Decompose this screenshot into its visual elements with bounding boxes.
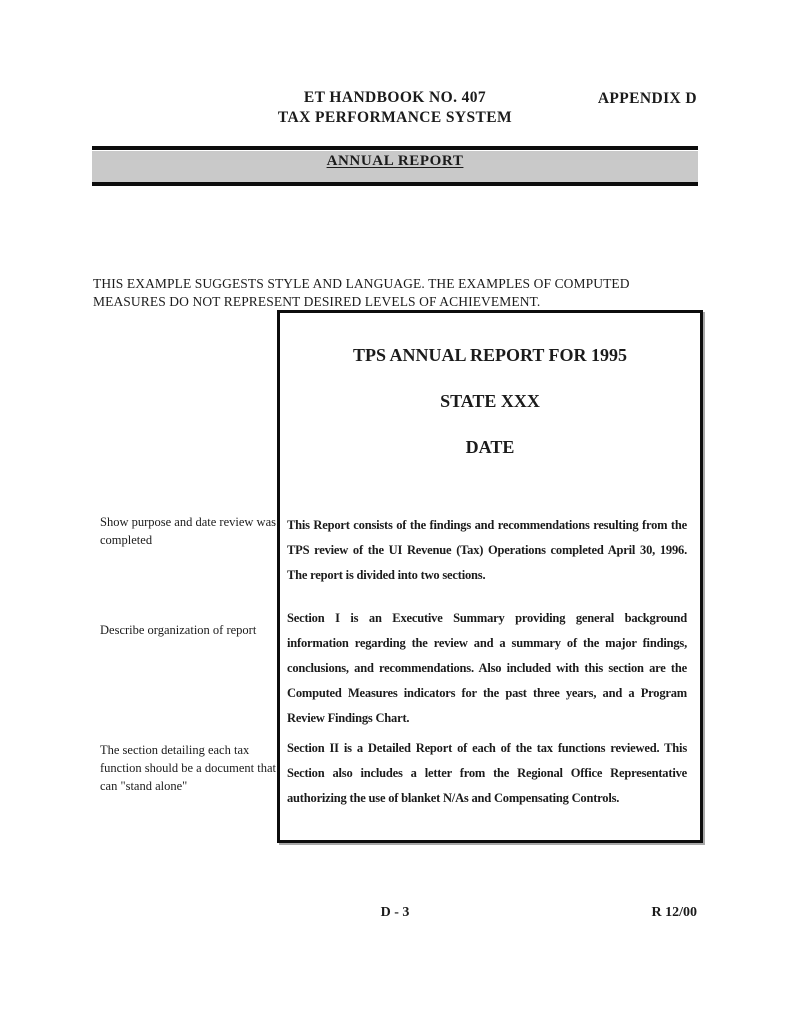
annual-report-banner [92,146,698,186]
report-paragraph-section2: Section II is a Detailed Report of each of the tax functions reviewed. This Section also includes a letter from the Regional Office Representative authorizing the use of blanket N/As and Compensating Controls. [287,740,687,805]
footer-revision: R 12/00 [651,905,697,920]
footer-page-number: D - 3 [380,905,410,920]
margin-note-purpose: Show purpose and date review was completed [100,515,276,547]
appendix-label: APPENDIX D [597,90,697,107]
handbook-title: ET HANDBOOK NO. 407 [303,89,487,106]
banner-title: ANNUAL REPORT [326,153,464,169]
report-paragraph-purpose: This Report consists of the findings and recommendations resulting from the TPS review of the UI Revenue (Tax) Operations completed April 30, 1996. The report is divided into two sections. [287,517,687,582]
margin-note-organization: Describe organization of report [100,623,257,637]
report-box [277,310,703,843]
margin-note-stand-alone: The section detailing each tax function should be a document that can "stand alone" [100,743,277,793]
report-paragraph-section1: Section I is an Executive Summary providing general background information regarding the review and a summary of the major findings, conclusions, and recommendations. Also included with this section are the Computed Measures indicators for the past three years, and a Program Review Findings Chart. [287,610,687,725]
caution-text: THIS EXAMPLE SUGGESTS STYLE AND LANGUAGE. THE EXAMPLES OF COMPUTED MEASURES DO NOT REPRESENT DESIRED LEVELS OF ACHIEVEMENT. [93,275,630,309]
report-state: STATE XXX [440,391,540,411]
report-date: DATE [465,437,515,457]
report-title: TPS ANNUAL REPORT FOR 1995 [352,345,628,365]
system-title: TAX PERFORMANCE SYSTEM [277,109,513,126]
